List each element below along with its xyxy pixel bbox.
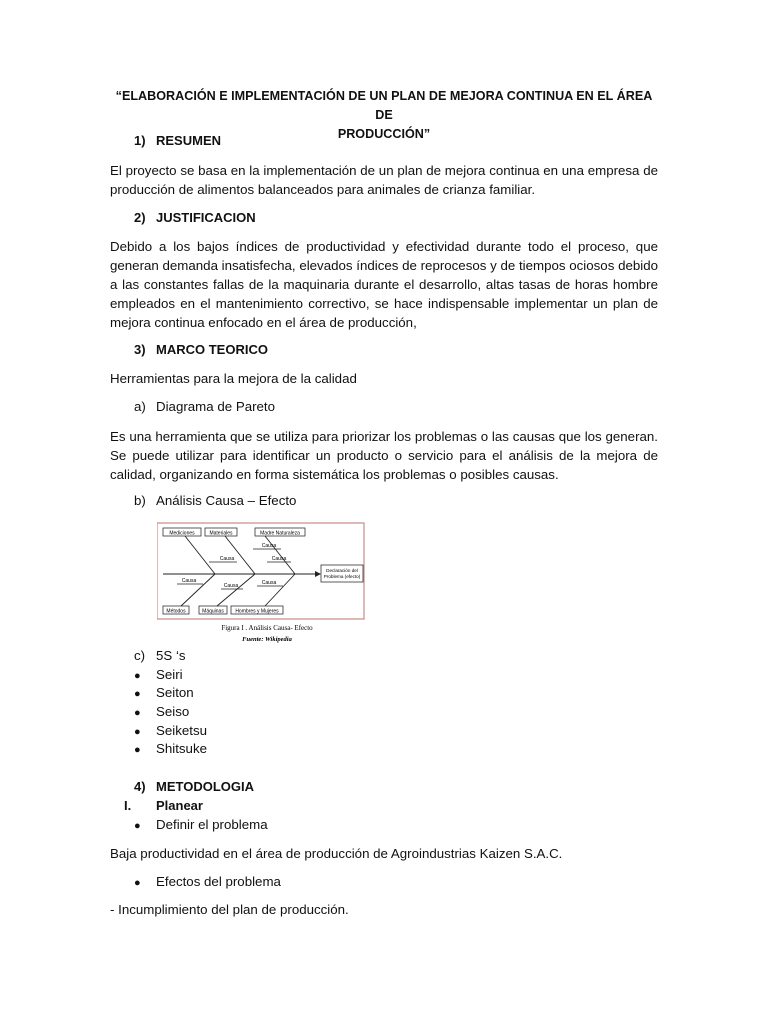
category-label: Métodos: [166, 608, 186, 615]
cause-label: Causa: [261, 580, 277, 586]
heading-number: 3): [134, 342, 146, 357]
bullet-icon: ●: [134, 726, 141, 738]
list-item-text: Definir el problema: [156, 817, 268, 832]
category-label: Hombres y Mujeres: [235, 608, 279, 615]
list-item: [134, 723, 207, 738]
item-text: Análisis Causa – Efecto: [156, 493, 297, 508]
item-pareto: [134, 399, 275, 414]
heading-justificacion: [134, 210, 256, 225]
heading-number: 2): [134, 210, 146, 225]
category-label: Madre Naturaleza: [260, 530, 300, 537]
list-item-text: Seiketsu: [156, 723, 207, 738]
effect-label-line1: Declaración del: [326, 568, 358, 573]
list-item-text: Seiton: [156, 685, 194, 700]
heading-resumen: [134, 133, 221, 148]
bullet-icon: ●: [134, 744, 141, 756]
category-label: Materiales: [209, 530, 233, 537]
item-label: a): [134, 399, 146, 414]
heading-text: JUSTIFICACION: [156, 210, 256, 225]
figure-caption: Figura I . Análisis Causa- Efecto: [221, 624, 313, 632]
bullet-icon: ●: [134, 688, 141, 700]
item-label: b): [134, 493, 146, 508]
heading-text: RESUMEN: [156, 133, 222, 148]
bullet-icon: ●: [134, 707, 141, 719]
title-line-1: “ELABORACIÓN E IMPLEMENTACIÓN DE UN PLAN DE MEJORA CONTINUA EN EL ÁREA DE: [115, 89, 653, 122]
heading-number: 4): [134, 779, 146, 794]
cause-label: Causa: [271, 556, 287, 562]
step-text: Planear: [156, 798, 203, 813]
heading-text: METODOLOGIA: [156, 779, 254, 794]
pareto-paragraph: Es una herramienta que se utiliza para priorizar los problemas o las causas que los generan. Se puede utilizar para identificar un producto o servicio para el análisis de la mejora de calidad, organizando en forma sistemática los problemas o posibles causas.: [110, 429, 658, 482]
problem-statement: Baja productividad en el área de producción de Agroindustrias Kaizen S.A.C.: [110, 846, 563, 861]
cause-label: Causa: [181, 578, 197, 584]
category-label: Máquinas: [202, 608, 224, 615]
list-item-text: Efectos del problema: [156, 874, 281, 889]
heading-marco-teorico: [134, 342, 268, 357]
list-item-text: Shitsuke: [156, 741, 207, 756]
figure-source: Fuente: Wikipedia: [242, 636, 292, 643]
effect-item: - Incumplimiento del plan de producción.: [110, 902, 349, 917]
resumen-paragraph: El proyecto se basa en la implementación de un plan de mejora continua en una empresa de producción de alimentos balanceados para animales de crianza familiar.: [110, 163, 658, 197]
list-item: [134, 874, 281, 889]
step-label: I.: [124, 798, 132, 813]
item-label: c): [134, 648, 146, 663]
list-item: [134, 685, 194, 700]
fishbone-diagram: [157, 522, 365, 644]
item-text: 5S ‘s: [156, 648, 186, 663]
list-item: [134, 704, 189, 719]
step-planear: [124, 798, 203, 813]
bullet-icon: ●: [134, 820, 141, 832]
heading-metodologia: [134, 779, 254, 794]
bullet-icon: ●: [134, 670, 141, 682]
list-item: [134, 667, 183, 682]
cause-label: Causa: [223, 583, 239, 589]
item-causa-efecto: [134, 493, 296, 508]
title-line-2: PRODUCCIÓN”: [337, 127, 431, 141]
list-item: [134, 817, 268, 832]
category-label: Mediciones: [169, 530, 195, 537]
item-5s: [134, 648, 186, 663]
item-text: Diagrama de Pareto: [156, 399, 275, 414]
effect-label-line2: Problema (efecto): [323, 574, 361, 579]
cause-label: Causa: [219, 556, 235, 562]
heading-text: MARCO TEORICO: [156, 342, 268, 357]
cause-label: Causa: [261, 543, 277, 549]
heading-number: 1): [134, 133, 146, 148]
list-item-text: Seiri: [156, 667, 183, 682]
list-item-text: Seiso: [156, 704, 190, 719]
marco-intro: Herramientas para la mejora de la calidad: [110, 371, 357, 386]
list-item: [134, 741, 207, 756]
bullet-icon: ●: [134, 877, 141, 889]
justificacion-paragraph: Debido a los bajos índices de productividad y efectividad durante todo el proceso, que generan demanda insatisfecha, elevados índices de reprocesos y de tiempos ociosos debido a las constantes fallas de la maquinaria durante el desarrollo, altas tasas de horas hombre empleados en el mantenimiento correctivo, se hace indispensable implementar un plan de mejora continua enfocado en el área de producción,: [110, 239, 658, 330]
